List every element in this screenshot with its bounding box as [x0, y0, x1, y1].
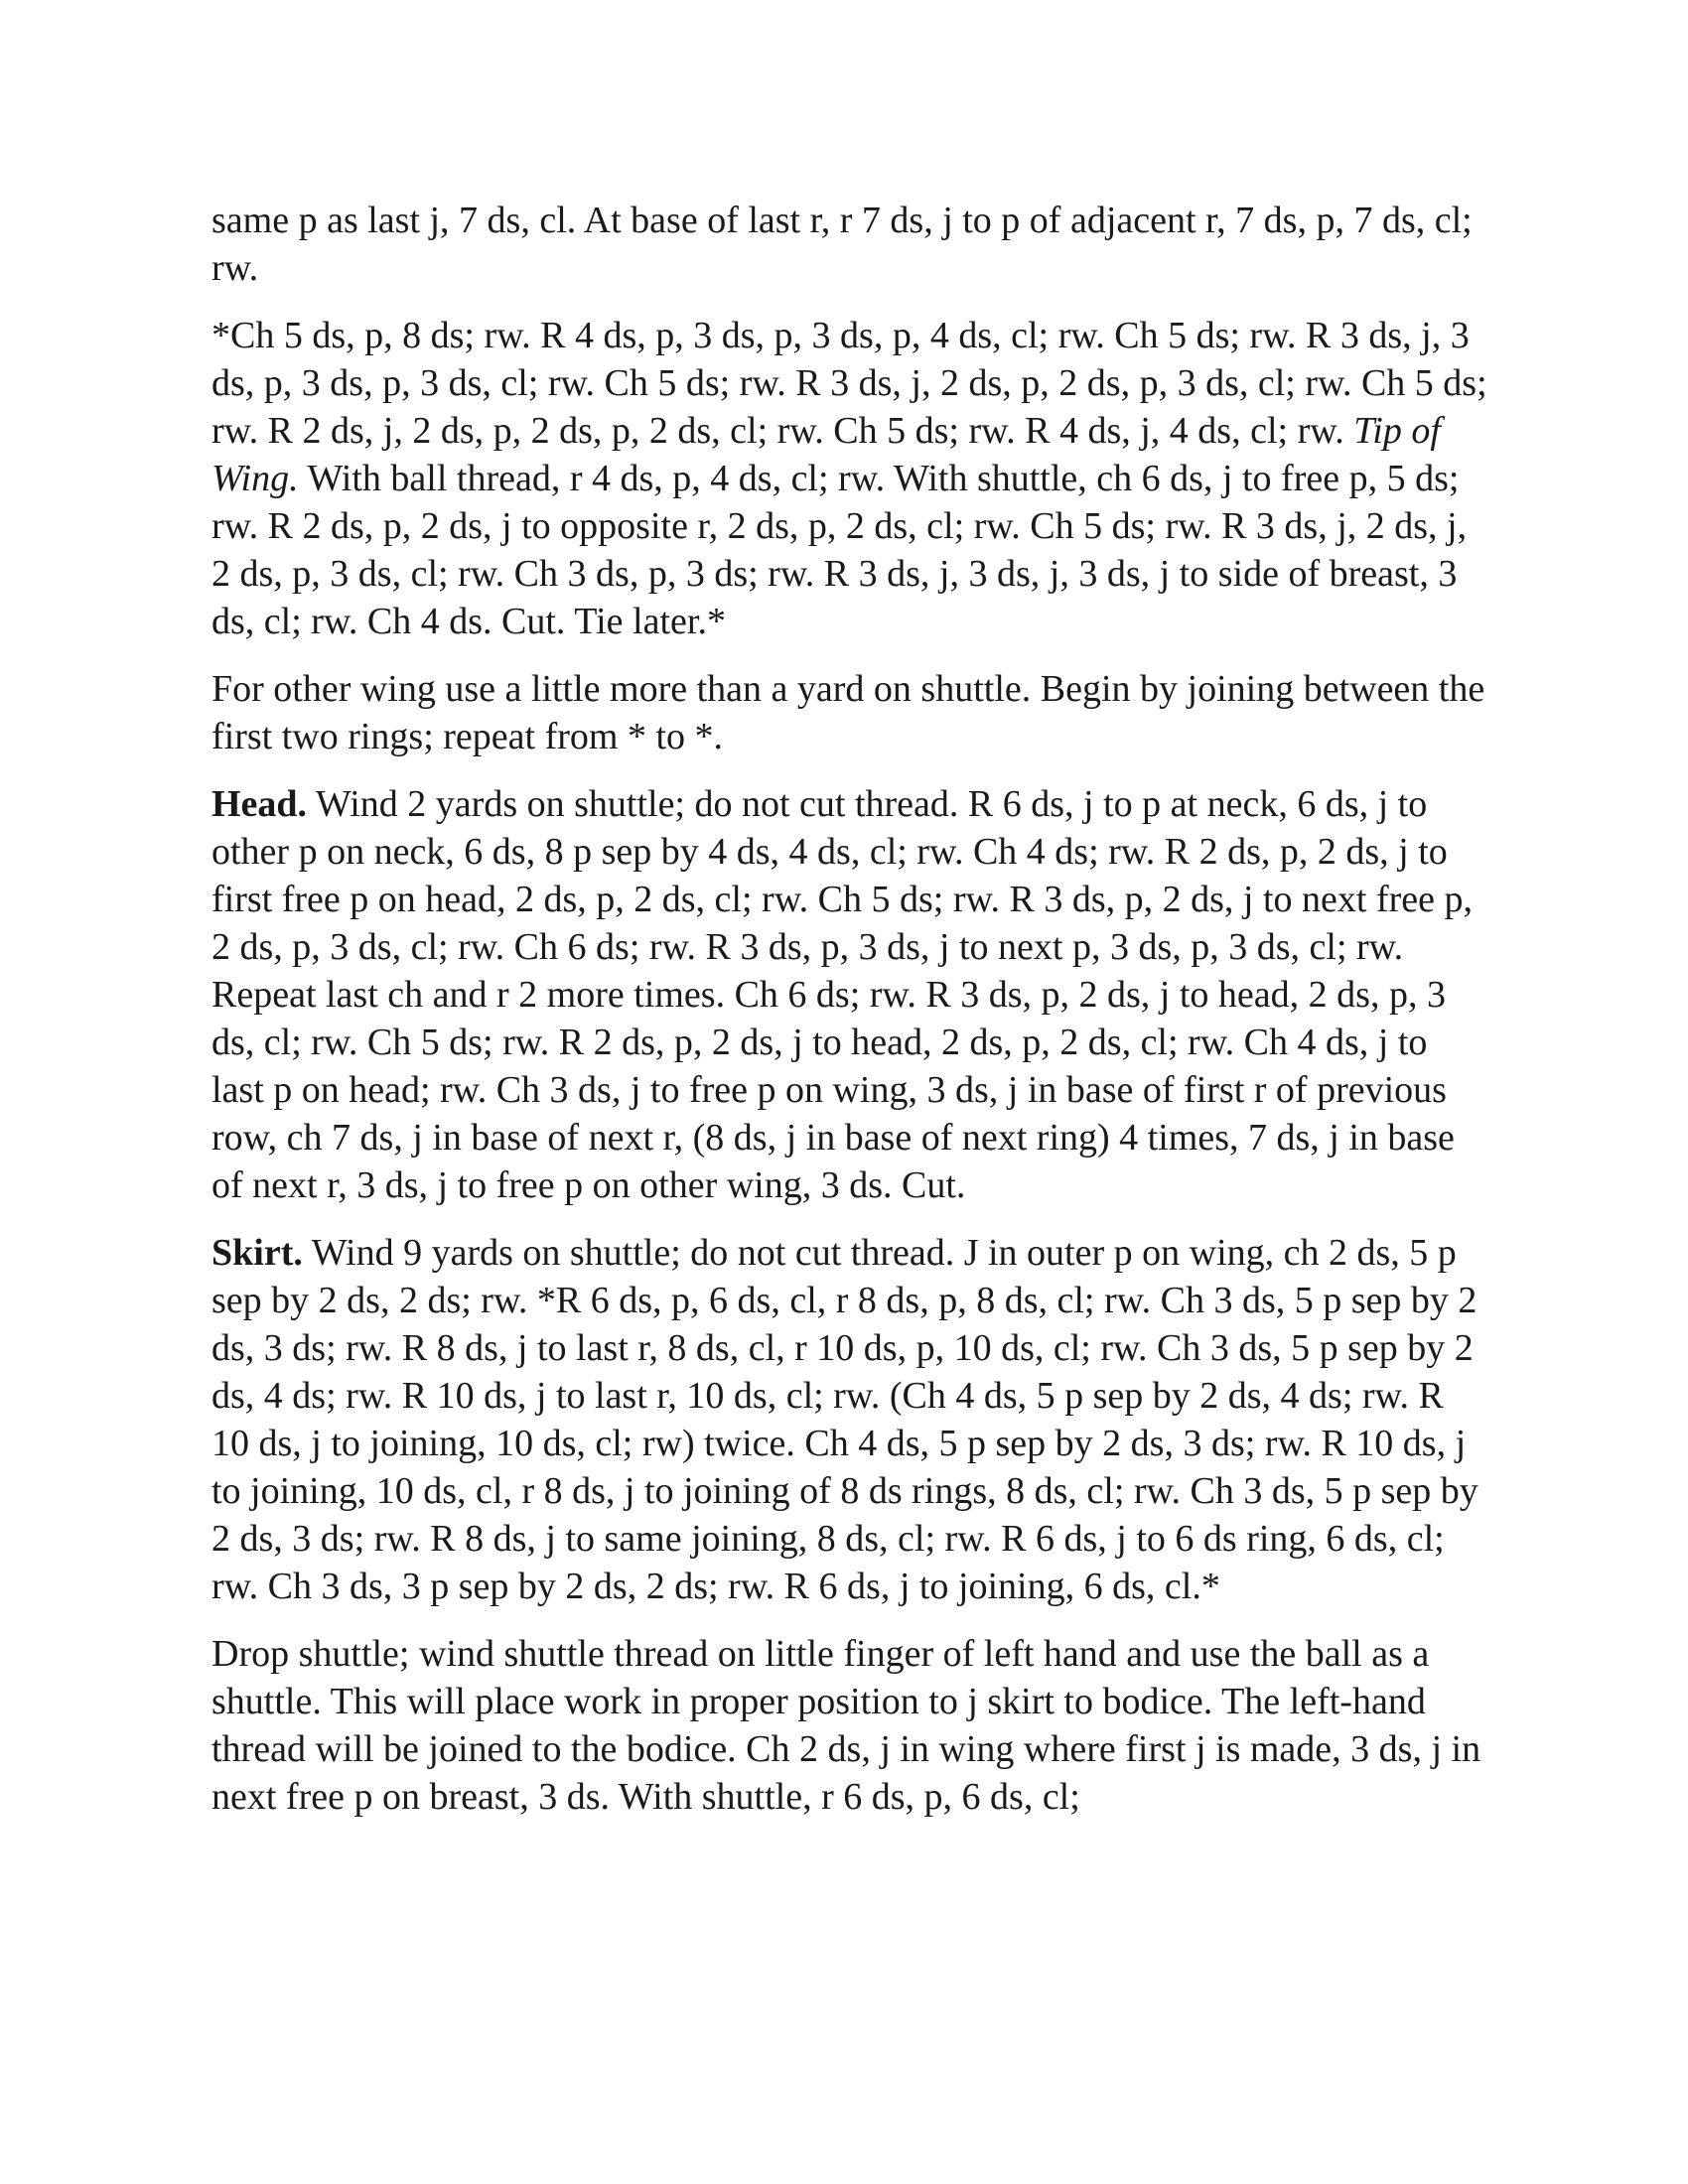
section-heading-skirt: Skirt. [211, 1232, 303, 1274]
paragraph-wing-instructions [211, 312, 1487, 645]
paragraph-other-wing [211, 665, 1487, 760]
paragraph-text: Wind 9 yards on shuttle; do not cut thread. J in outer p on wing, ch 2 ds, 5 p sep by 2 ds, 2 ds; rw. *R 6 ds, p, 6 ds, cl, r 8 ds, p, 8 ds, cl; rw. Ch 3 ds, 5 p sep by 2 ds, 3 ds; rw. R 8 ds, j to last r, 8 ds, cl, r 10 ds, p, 10 ds, cl; rw. Ch 3 ds, 5 p sep by 2 ds, 4 ds; rw. R 10 ds, j to last r, 10 ds, cl; rw. (Ch 4 ds, 5 p sep by 2 ds, 4 ds; rw. R 10 ds, j to joining, 10 ds, cl; rw) twice. Ch 4 ds, 5 p sep by 2 ds, 3 ds; rw. R 10 ds, j to joining, 10 ds, cl, r 8 ds, j to joining of 8 ds rings, 8 ds, cl; rw. Ch 3 ds, 5 p sep by 2 ds, 3 ds; rw. R 8 ds, j to same joining, 8 ds, cl; rw. R 6 ds, j to 6 ds ring, 6 ds, cl; rw. Ch 3 ds, 3 p sep by 2 ds, 2 ds; rw. R 6 ds, j to joining, 6 ds, cl.* [211, 1232, 1478, 1607]
paragraph-drop-shuttle [211, 1630, 1487, 1821]
paragraph-text: With ball thread, r 4 ds, p, 4 ds, cl; rw. With shuttle, ch 6 ds, j to free p, 5 ds; rw. R 2 ds, p, 2 ds, j to opposite r, 2 ds, p, 2 ds, cl; rw. Ch 5 ds; rw. R 3 ds, j, 2 ds, j, 2 ds, p, 3 ds, cl; rw. Ch 3 ds, p, 3 ds; rw. R 3 ds, j, 3 ds, j, 3 ds, j to side of breast, 3 ds, cl; rw. Ch 4 ds. Cut. Tie later.* [211, 458, 1468, 642]
paragraph-text: *Ch 5 ds, p, 8 ds; rw. R 4 ds, p, 3 ds, p, 3 ds, p, 4 ds, cl; rw. Ch 5 ds; rw. R 3 ds, j, 3 ds, p, 3 ds, p, 3 ds, cl; rw. Ch 5 ds; rw. R 3 ds, j, 2 ds, p, 2 ds, p, 3 ds, cl; rw. Ch 5 ds; rw. R 2 ds, j, 2 ds, p, 2 ds, p, 2 ds, cl; rw. Ch 5 ds; rw. R 4 ds, j, 4 ds, cl; rw. [211, 315, 1487, 452]
paragraph-skirt [211, 1229, 1487, 1610]
section-heading-head: Head. [211, 783, 308, 825]
paragraph-text: Drop shuttle; wind shuttle thread on little finger of left hand and use the ball as a shuttle. This will place work in proper position to j skirt to bodice. The left-hand thread will be joined to the bodice. Ch 2 ds, j in wing where first j is made, 3 ds, j in next free p on breast, 3 ds. With shuttle, r 6 ds, p, 6 ds, cl; [211, 1633, 1481, 1818]
document-page [211, 197, 1487, 1841]
paragraph-head [211, 780, 1487, 1209]
paragraph-text: For other wing use a little more than a yard on shuttle. Begin by joining between the first two rings; repeat from * to *. [211, 668, 1485, 757]
paragraph-continuation [211, 197, 1487, 292]
italic-subheading-tip-of-wing: Tip of Wing. [211, 410, 1441, 499]
paragraph-text: same p as last j, 7 ds, cl. At base of last r, r 7 ds, j to p of adjacent r, 7 ds, p, 7 ds, cl; rw. [211, 200, 1473, 289]
paragraph-text: Wind 2 yards on shuttle; do not cut thread. R 6 ds, j to p at neck, 6 ds, j to other p on neck, 6 ds, 8 p sep by 4 ds, 4 ds, cl; rw. Ch 4 ds; rw. R 2 ds, p, 2 ds, j to first free p on head, 2 ds, p, 2 ds, cl; rw. Ch 5 ds; rw. R 3 ds, p, 2 ds, j to next free p, 2 ds, p, 3 ds, cl; rw. Ch 6 ds; rw. R 3 ds, p, 3 ds, j to next p, 3 ds, p, 3 ds, cl; rw. Repeat last ch and r 2 more times. Ch 6 ds; rw. R 3 ds, p, 2 ds, j to head, 2 ds, p, 3 ds, cl; rw. Ch 5 ds; rw. R 2 ds, p, 2 ds, j to head, 2 ds, p, 2 ds, cl; rw. Ch 4 ds, j to last p on head; rw. Ch 3 ds, j to free p on wing, 3 ds, j in base of first r of previous row, ch 7 ds, j in base of next r, (8 ds, j in base of next ring) 4 times, 7 ds, j in base of next r, 3 ds, j to free p on other wing, 3 ds. Cut. [211, 783, 1473, 1206]
